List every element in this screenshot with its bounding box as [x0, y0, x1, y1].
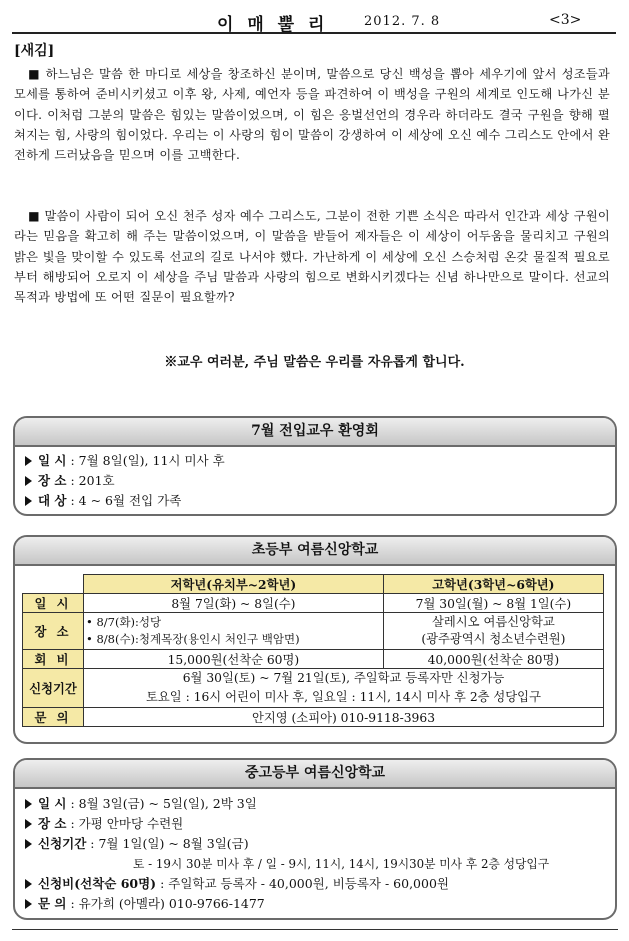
info-row	[15, 814, 615, 834]
venue-line: (광주광역시 청소년수련원)	[421, 632, 566, 646]
table-cell	[383, 613, 603, 650]
emphasis-line: ※교우 여러분, 주님 말씀은 우리를 자유롭게 합니다.	[164, 355, 465, 370]
triangle-bullet-icon	[25, 899, 32, 909]
footer-rule	[12, 929, 618, 930]
row-header: 장 소	[23, 613, 84, 650]
page-number: <3>	[549, 12, 582, 28]
triangle-bullet-icon	[25, 496, 32, 506]
row-label: 장 소	[38, 473, 67, 488]
table-cell: 안지영 (소피아) 010-9118-3963	[84, 708, 604, 727]
column-header: 저학년(유치부~2학년)	[84, 575, 384, 594]
row-value: : 7월 1일(일) ~ 8월 3일(금)	[90, 836, 249, 851]
row-label: 일 시	[38, 796, 67, 811]
page-header	[12, 8, 616, 34]
row-header: 회 비	[23, 650, 84, 669]
info-row	[15, 834, 615, 854]
info-row	[15, 794, 615, 814]
table-row	[23, 669, 604, 708]
venue-text: 8/8(수):청계목장(용인시 처인구 백암면)	[96, 632, 300, 646]
info-row	[15, 491, 615, 511]
triangle-bullet-icon	[25, 456, 32, 466]
triangle-bullet-icon	[25, 799, 32, 809]
welcome-event-box	[13, 416, 617, 516]
apply-period-line: 6월 30일(토) ~ 7월 21일(토), 주일학교 등록자만 신청가능	[182, 671, 505, 685]
youth-school-box	[13, 758, 617, 920]
issue-date: 2012. 7. 8	[364, 14, 441, 29]
row-label: 일 시	[38, 453, 67, 468]
row-header: 문 의	[23, 708, 84, 727]
table-row	[23, 650, 604, 669]
row-value: : 유가희 (아멜라) 010-9766-1477	[70, 896, 265, 911]
box-title: 7월 전입교우 환영회	[15, 418, 615, 447]
info-row	[15, 471, 615, 491]
info-row	[15, 451, 615, 471]
venue-line: • 8/7(화):성당	[86, 615, 162, 629]
apply-period-line: 토요일 : 16시 어린이 미사 후, 일요일 : 11시, 14시 미사 후 2층 성당입구	[146, 690, 541, 704]
triangle-bullet-icon	[25, 839, 32, 849]
table-cell	[84, 669, 604, 708]
row-value: : 4 ~ 6월 전입 가족	[70, 493, 182, 508]
column-header: 고학년(3학년~6학년)	[383, 575, 603, 594]
table-row	[23, 613, 604, 650]
table-row	[23, 708, 604, 727]
triangle-bullet-icon	[25, 476, 32, 486]
table-cell: 15,000원(선착순 60명)	[84, 650, 384, 669]
venue-line: 살레시오 여름신앙학교	[432, 615, 555, 629]
row-label: 대 상	[38, 493, 67, 508]
row-value: : 가평 안마당 수련원	[70, 816, 184, 831]
row-value: : 7월 8일(일), 11시 미사 후	[70, 453, 225, 468]
row-value: : 201호	[70, 473, 115, 488]
info-row	[15, 894, 615, 914]
header-rule	[12, 32, 616, 34]
section-title: [새김]	[14, 43, 55, 59]
row-header: 일 시	[23, 594, 84, 613]
row-label: 신청기간	[38, 836, 87, 851]
venue-line: • 8/8(수):청계목장(용인시 처인구 백암면)	[86, 632, 300, 646]
apply-detail: 토 - 19시 30분 미사 후 / 일 - 9시, 11시, 14시, 19시30분 미사 후 2층 성당입구	[133, 857, 550, 871]
paragraph-2: ■ 말씀이 사람이 되어 오신 천주 성자 예수 그리스도, 그분이 전한 기쁜 소식은 따라서 인간과 세상 구원이라는 믿음을 확고히 해 주는 말씀이었으며, 이 말씀을 받들어 제자들은 이 세상이 어두움을 물리치고 구원의 밝은 빛을 맞이할 수 있도록 선교의 길로 나서야 했다. 가난하게 이 세상에 오신 스승처럼 온갖 물질적 필요로부터 해방되어 오로지 이 세상을 주님 말씀과 사랑의 힘으로 변화시키겠다는 신념 하나만으로 말이다. 선교의 목적과 방법에 또 어떤 질문이 필요할까?	[14, 209, 610, 305]
row-label: 문 의	[38, 896, 67, 911]
row-label: 신청비(선착순 60명)	[38, 876, 157, 891]
row-header: 신청기간	[23, 669, 84, 708]
row-value: : 주일학교 등록자 - 40,000원, 비등록자 - 60,000원	[160, 876, 449, 891]
triangle-bullet-icon	[25, 819, 32, 829]
table-cell: 7월 30일(월) ~ 8월 1일(수)	[383, 594, 603, 613]
table-cell	[84, 613, 384, 650]
newsletter-title: 이 매 뿔 리	[217, 15, 329, 35]
paragraph-1: ■ 하느님은 말씀 한 마디로 세상을 창조하신 분이며, 말씀으로 당신 백성을 뽑아 세우기에 앞서 성조들과 모세를 통하여 준비시키셨고 이후 왕, 사제, 예언자 등을 파견하여 이 백성을 구원의 세계로 인도해 나가신 분이다. 이처럼 그분의 말씀은 힘있는 말씀이었으며, 이 힘은 응벌선언의 경우라 하더라도 결국 구원을 향해 펼쳐지는 힘, 사랑의 힘이었다. 우리는 이 사랑의 힘이 말씀이 강생하여 이 세상에 오신 예수 그리스도 안에서 완전하게 드러났음을 믿으며 이를 고백한다.	[14, 67, 610, 163]
triangle-bullet-icon	[25, 879, 32, 889]
row-value: : 8월 3일(금) ~ 5일(일), 2박 3일	[70, 796, 257, 811]
box-title: 초등부 여름신앙학교	[15, 537, 615, 566]
venue-text: 8/7(화):성당	[96, 615, 162, 629]
table-row	[23, 594, 604, 613]
info-row	[15, 874, 615, 894]
box-title: 중고등부 여름신앙학교	[15, 760, 615, 789]
row-label: 장 소	[38, 816, 67, 831]
schedule-table	[22, 574, 604, 727]
table-header-row	[23, 575, 604, 594]
table-cell: 40,000원(선착순 80명)	[383, 650, 603, 669]
table-cell: 8월 7일(화) ~ 8일(수)	[84, 594, 384, 613]
elementary-school-box	[13, 535, 617, 744]
